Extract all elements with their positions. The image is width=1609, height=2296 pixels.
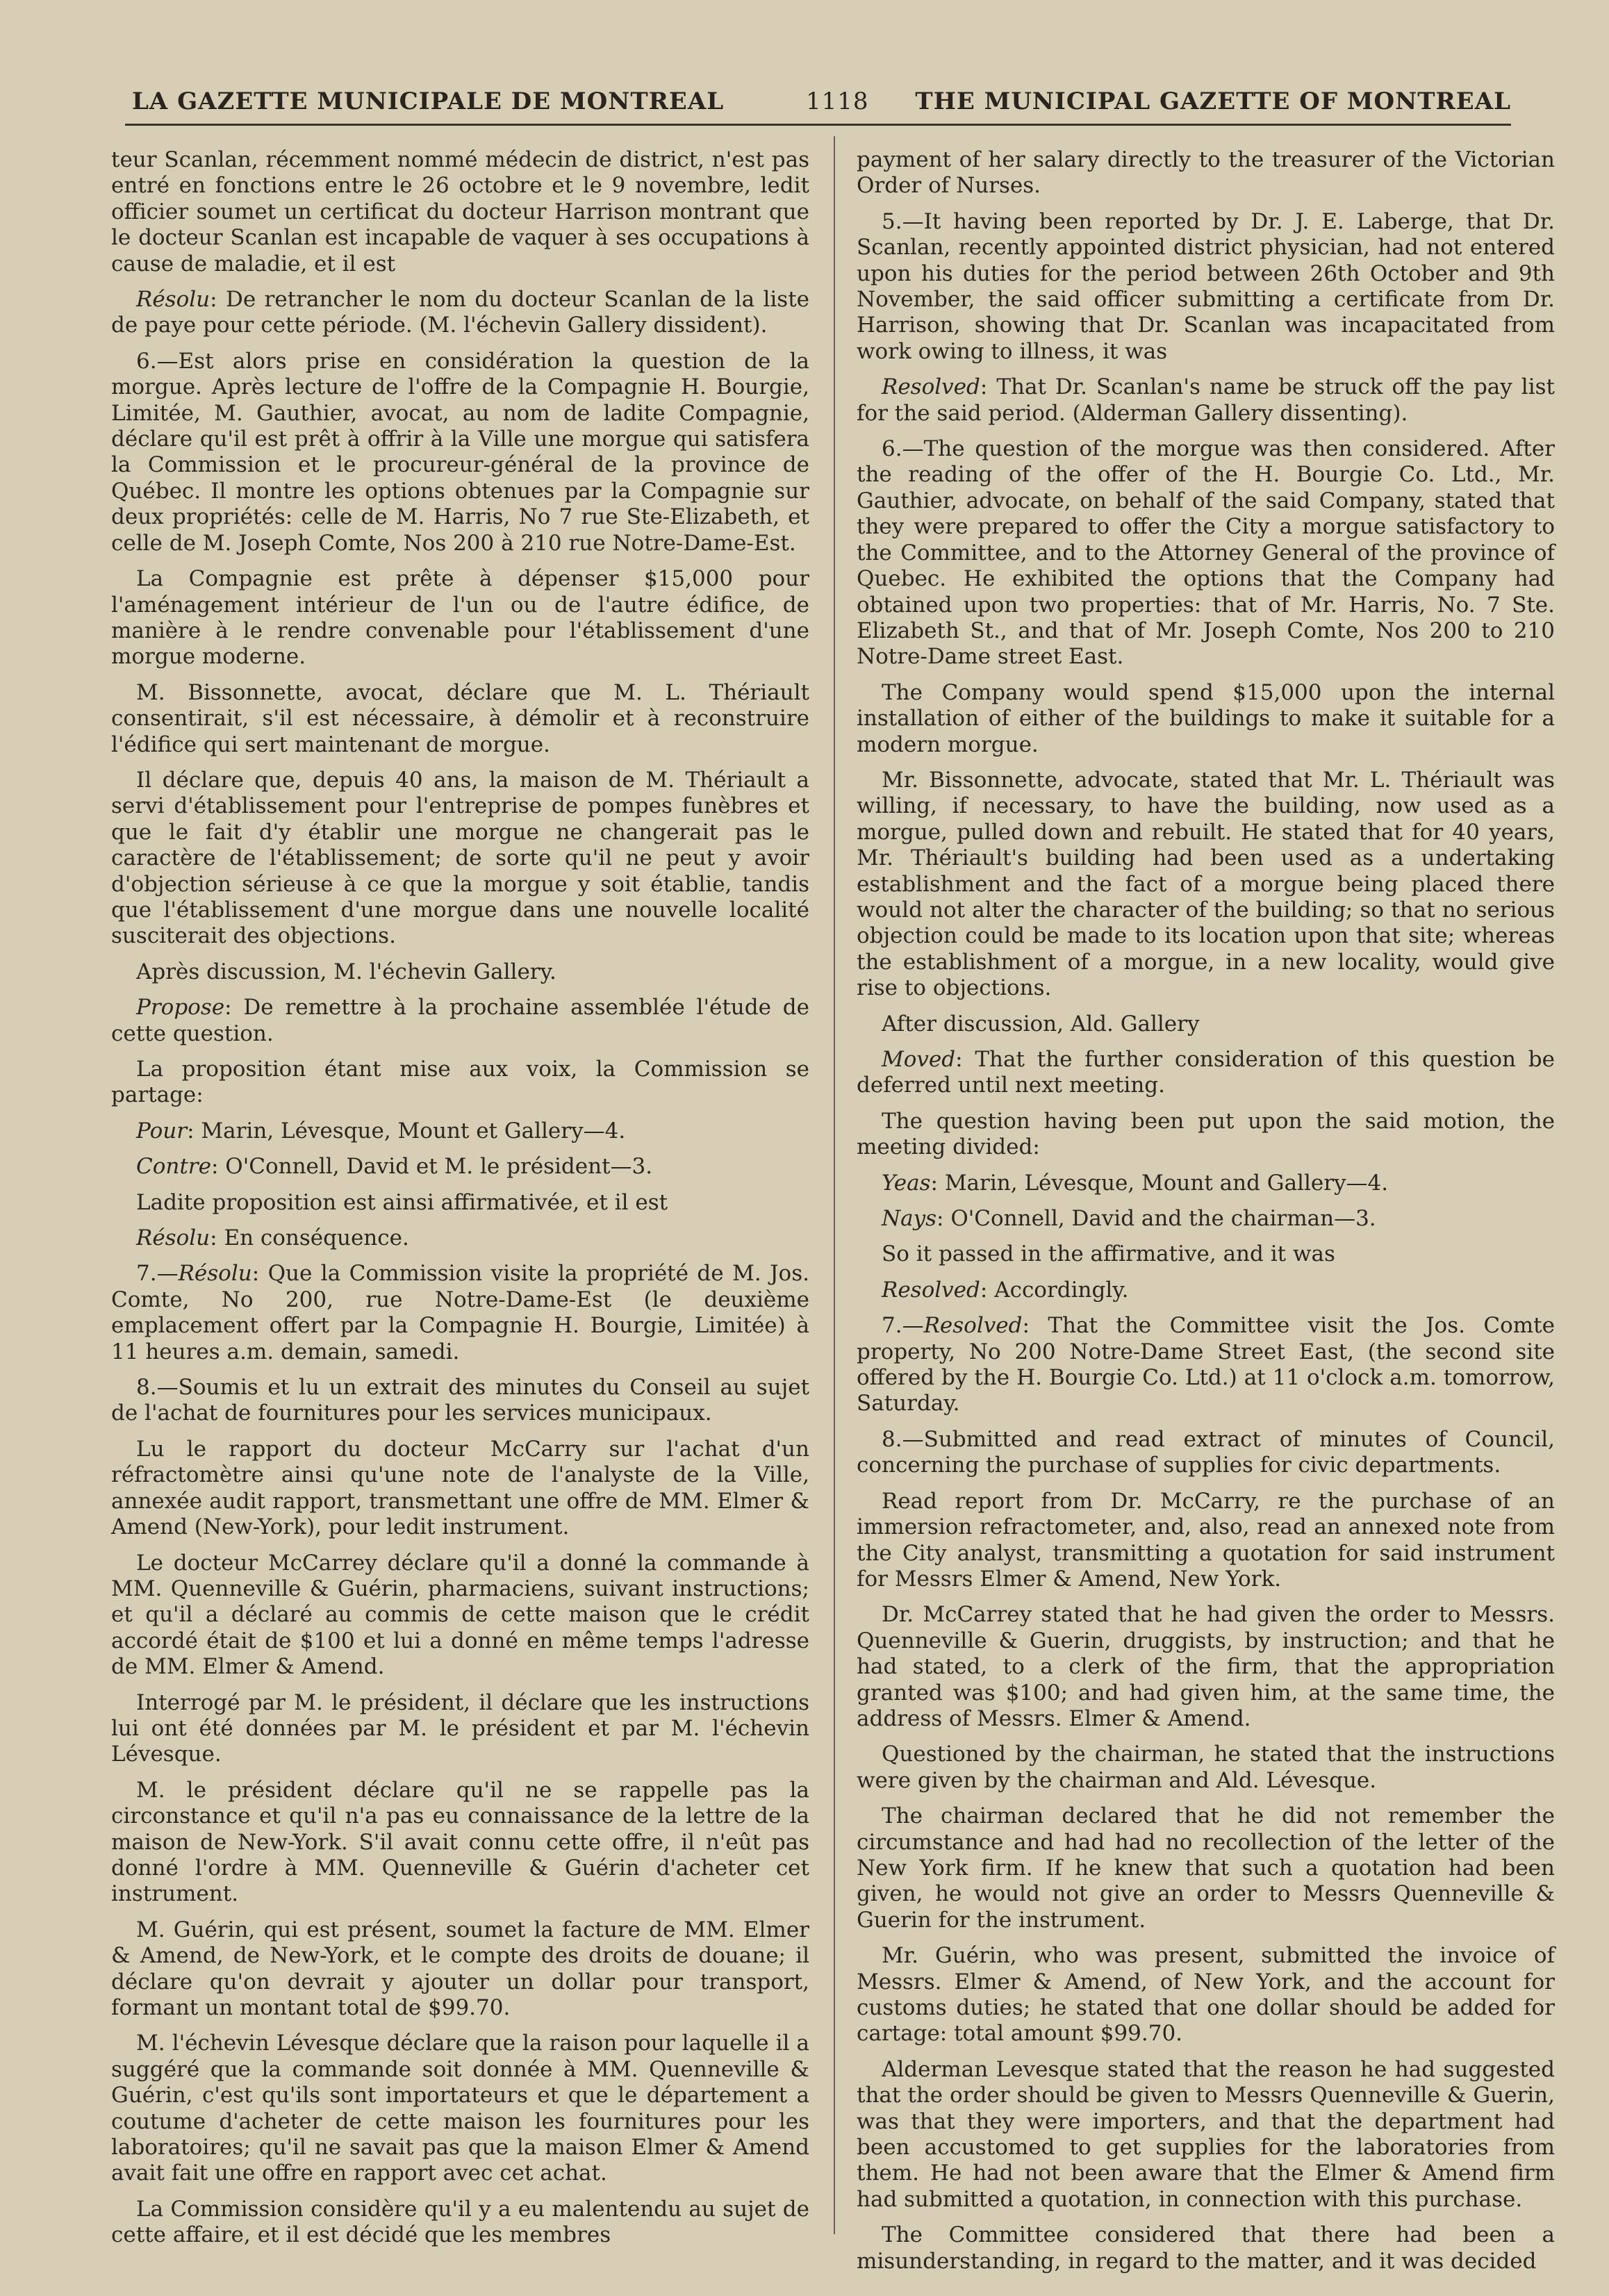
paragraph (111, 1778, 809, 1908)
paragraph (857, 374, 1555, 427)
paragraph (111, 959, 809, 985)
paragraph (111, 1190, 809, 1216)
paragraph-text: : Que la Commission visite la propriété de M. Jos. Comte, No 200, rue Notre-Dame-Est (le deuxième emplacement offert par la Compagnie H. Bourgie, Limitée) à 11 heures a.m. demain, samedi. (111, 1261, 809, 1364)
paragraph (111, 1154, 809, 1180)
paragraph (111, 1057, 809, 1109)
paragraph-text: After discussion, Ald. Gallery (882, 1011, 1200, 1036)
paragraph (111, 1917, 809, 2022)
paragraph (857, 1427, 1555, 1479)
paragraph (857, 1109, 1555, 1161)
paragraph (111, 1118, 809, 1144)
paragraph (857, 436, 1555, 670)
paragraph-text: 5.—It having been reported by Dr. J. E. Laberge, that Dr. Scanlan, recently appointed district physician, had not entered upon his duties for the period between 26th October and 9th November, the said officer submitting a certificate from Dr. Harrison, showing that Dr. Scanlan was incapacitated from work owing to illness, it was (857, 208, 1555, 364)
paragraph (111, 995, 809, 1047)
column-divider (834, 136, 835, 2234)
paragraph-lead: Resolved (882, 1277, 980, 1303)
paragraph-text: The question having been put upon the said motion, the meeting divided: (857, 1108, 1555, 1160)
paragraph (857, 1313, 1555, 1417)
header-rule (125, 124, 1511, 126)
paragraph-text: Dr. McCarrey stated that he had given the order to Messrs. Quenneville & Guerin, druggists, by instruction; and that he had stated, to a clerk of the firm, that the appropriation granted was $100; and had given him, at the same time, the address of Messrs. Elmer & Amend. (857, 1602, 1555, 1731)
paragraph (857, 1278, 1555, 1303)
paragraph (111, 1551, 809, 1680)
paragraph-lead: Resolved (882, 374, 980, 400)
paragraph-text: M. l'échevin Lévesque déclare que la raison pour laquelle il a suggéré que la commande soit donnée à MM. Quenneville & Guérin, c'est qu'ils sont importateurs et que le département a coutume d'acheter de cette maison les fournitures pour les laboratoires; qu'il ne savait pas que la maison Elmer & Amend avait fait une offre en rapport avec cet achat. (111, 2031, 809, 2186)
header-title-english: THE MUNICIPAL GAZETTE OF MONTREAL (915, 88, 1511, 115)
paragraph (111, 1690, 809, 1768)
paragraph-text: Mr. Bissonnette, advocate, stated that Mr. L. Thériault was willing, if necessary, to have the building, now used as a morgue, pulled down and rebuilt. He stated that for 40 years, Mr. Thériault's building had been used as a undertaking establishment and the fact of a morgue being placed there would not alter the character of the building; so that no serious objection could be made to its location upon that site; whereas the establishment of a morgue, in a new locality, would give rise to objections. (857, 767, 1555, 1001)
paragraph (857, 1489, 1555, 1593)
paragraph-text: : De retrancher le nom du docteur Scanlan de la liste de paye pour cette période. (M. l'échevin Gallery dissident). (111, 287, 809, 338)
paragraph (111, 1375, 809, 1427)
paragraph-text: Alderman Levesque stated that the reason he had suggested that the order should be given to Messrs Quenneville & Guerin, was that they were importers, and that the department had been accustomed to get supplies for the laboratories from them. He had not been aware that the Elmer & Amend firm had submitted a quotation, in connection with this purchase. (857, 2056, 1555, 2212)
paragraph-text: 6.—Est alors prise en considération la question de la morgue. Après lecture de l'offre de la Compagnie H. Bourgie, Limitée, M. Gauthier, avocat, au nom de ladite Compagnie, déclare qu'il est prêt à offrir à la Ville une morgue qui satisfera la Commission et le procureur-général de la province de Québec. Il montre les options obtenues par la Compagnie sur deux propriétés: celle de M. Harris, No 7 rue Ste-Elizabeth, et celle de M. Joseph Comte, Nos 200 à 210 rue Notre-Dame-Est. (111, 348, 809, 556)
paragraph-text: : That Dr. Scanlan's name be struck off the pay list for the said period. (Alderman Gallery dissenting). (857, 374, 1555, 426)
paragraph (111, 1261, 809, 1365)
paragraph-lead: Yeas (882, 1170, 931, 1196)
paragraph (857, 1171, 1555, 1196)
paragraph-text: Ladite proposition est ainsi affirmativée, et il est (136, 1189, 668, 1215)
paragraph-text: Read report from Dr. McCarry, re the purchase of an immersion refractometer, and, also, read an annexed note from the City analyst, transmitting a quotation for said instrument for Messrs Elmer & Amend, New York. (857, 1488, 1555, 1592)
paragraph (111, 680, 809, 758)
paragraph-lead: Resolved (923, 1313, 1023, 1339)
paragraph-text: La Compagnie est prête à dépenser $15,000 pour l'aménagement intérieur de l'un ou de l'autre édifice, de manière à le rendre convenable pour l'établissement d'une morgue moderne. (111, 566, 809, 670)
paragraph (111, 287, 809, 339)
header-title-french: LA GAZETTE MUNICIPALE DE MONTREAL (132, 88, 725, 115)
paragraph-text: : En conséquence. (210, 1225, 409, 1251)
paragraph-text: Interrogé par M. le président, il déclare que les instructions lui ont été données par M. le président et par M. l'échevin Lévesque. (111, 1690, 809, 1767)
paragraph-number: 7.— (882, 1313, 924, 1339)
paragraph-text: : Accordingly. (980, 1277, 1129, 1303)
paragraph-lead: Contre (136, 1154, 211, 1180)
paragraph-text: Questioned by the chairman, he stated that the instructions were given by the chairman and Ald. Lévesque. (857, 1742, 1555, 1793)
paragraph-text: M. le président déclare qu'il ne se rappelle pas la circonstance et qu'il n'a pas eu connaissance de la lettre de la maison de New-York. S'il avait connu cette offre, il n'eût pas donné l'ordre à MM. Quenneville & Guérin d'acheter cet instrument. (111, 1777, 809, 1907)
paragraph-text: M. Guérin, qui est présent, soumet la facture de MM. Elmer & Amend, de New-York, et le compte des droits de douane; il déclare qu'on devrait y ajouter un dollar pour transport, formant un montant total de $99.70. (111, 1917, 809, 2020)
paragraph (111, 1225, 809, 1251)
paragraph-lead: Résolu (178, 1261, 252, 1287)
paragraph-text: : De remettre à la prochaine assemblée l'étude de cette question. (111, 995, 809, 1046)
paragraph-text: : That the Committee visit the Jos. Comte property, No 200 Notre-Dame Street East, (the second site offered by the H. Bourgie Co. Ltd.) at 11 o'clock a.m. tomorrow, Saturday. (857, 1313, 1555, 1417)
paragraph-text: Il déclare que, depuis 40 ans, la maison de M. Thériault a servi d'établissement pour l'entreprise de pompes funèbres et que le fait d'y établir une morgue ne changerait pas le caractère de l'établissement; de sorte qu'il ne peut y avoir d'objection sérieuse à ce que la morgue y soit établie, tandis que l'établissement d'une morgue dans une nouvelle localité susciterait des objections. (111, 767, 809, 949)
paragraph (111, 2031, 809, 2186)
paragraph-lead: Moved (882, 1047, 956, 1072)
paragraph (111, 147, 809, 277)
paragraph-lead: Nays (882, 1206, 937, 1232)
paragraph (111, 768, 809, 950)
paragraph-text: 8.—Submitted and read extract of minutes of Council, concerning the purchase of supplies for civic departments. (857, 1426, 1555, 1478)
paragraph (857, 209, 1555, 365)
paragraph (857, 1803, 1555, 1933)
paragraph (857, 1742, 1555, 1794)
paragraph (111, 1437, 809, 1541)
paragraph-lead: Résolu (136, 287, 211, 313)
paragraph-text: : O'Connell, David et M. le président—3. (211, 1154, 653, 1180)
paragraph-text: The chairman declared that he did not remember the circumstance and had had no recollection of the letter of the New York firm. If he knew that such a quotation had been given, he would not give an order to Messrs Quenneville & Guerin for the instrument. (857, 1803, 1555, 1933)
paragraph (857, 1206, 1555, 1232)
paragraph-text: 8.—Soumis et lu un extrait des minutes du Conseil au sujet de l'achat de fournitures pour les services municipaux. (111, 1375, 809, 1426)
paragraph-text: Lu le rapport du docteur McCarry sur l'achat d'un réfractomètre ainsi qu'une note de l'analyste de la Ville, annexée audit rapport, transmettant une offre de MM. Elmer & Amend (New-York), pour ledit instrument. (111, 1436, 809, 1540)
paragraph-text: : That the further consideration of this question be deferred until next meeting. (857, 1047, 1555, 1098)
paragraph-text: The Company would spend $15,000 upon the internal installation of either of the buildings to make it suitable for a modern morgue. (857, 679, 1555, 757)
page-header (129, 82, 1511, 124)
paragraph-text: Le docteur McCarrey déclare qu'il a donné la commande à MM. Quenneville & Guérin, pharmaciens, suivant instructions; et qu'il a déclaré au commis de cette maison que le crédit accordé était de $100 et lui a donné en même temps l'adresse de MM. Elmer & Amend. (111, 1550, 809, 1680)
paragraph (857, 768, 1555, 1002)
paragraph (857, 2222, 1555, 2274)
paragraph-text: teur Scanlan, récemment nommé médecin de district, n'est pas entré en fonctions entre le 26 octobre et le 9 novembre, ledit officier soumet un certificat du docteur Harrison montrant que le docteur Scanlan est incapable de vaquer à ses occupations à cause de maladie, et il est (111, 147, 809, 276)
paragraph-text: La Commission considère qu'il y a eu malentendu au sujet de cette affaire, et il est décidé que les membres (111, 2196, 809, 2248)
paragraph-text: Après discussion, M. l'échevin Gallery. (136, 959, 556, 984)
paragraph (857, 1943, 1555, 2047)
paragraph (857, 1011, 1555, 1037)
paragraph-text: 6.—The question of the morgue was then considered. After the reading of the offer of the H. Bourgie Co. Ltd., Mr. Gauthier, advocate, on behalf of the said Company, stated that they were prepared to offer the City a morgue satisfactory to the Committee, and to the Attorney General of the province of Quebec. He exhibited the options that the Company had obtained upon two properties: that of Mr. Harris, No. 7 Ste. Elizabeth St., and that of Mr. Joseph Comte, Nos 200 to 210 Notre-Dame street East. (857, 436, 1555, 670)
paragraph (857, 147, 1555, 199)
paragraph-text: : O'Connell, David and the chairman—3. (936, 1206, 1376, 1232)
paragraph-text: La proposition étant mise aux voix, la Commission se partage: (111, 1057, 809, 1108)
paragraph-text: M. Bissonnette, avocat, déclare que M. L. Thériault consentirait, s'il est nécessaire, à démolir et à reconstruire l'édifice qui sert maintenant de morgue. (111, 679, 809, 757)
paragraph (111, 566, 809, 670)
paragraph (857, 1602, 1555, 1732)
paragraph-text: So it passed in the affirmative, and it was (882, 1241, 1335, 1267)
paragraph (857, 2057, 1555, 2213)
paragraph-lead: Propose (136, 995, 225, 1021)
french-column (111, 147, 809, 2258)
paragraph-text: The Committee considered that there had been a misunderstanding, in regard to the matter, and it was decided (857, 2222, 1555, 2274)
paragraph-text: Mr. Guérin, who was present, submitted the invoice of Messrs. Elmer & Amend, of New York, and the account for customs duties; he stated that one dollar should be added for cartage: total amount $99.70. (857, 1943, 1555, 2047)
paragraph-text: : Marin, Lévesque, Mount and Gallery—4. (930, 1170, 1389, 1196)
paragraph (857, 1241, 1555, 1267)
paragraph (857, 680, 1555, 758)
paragraph-number: 7.— (136, 1261, 179, 1287)
paragraph (111, 349, 809, 556)
english-column (857, 147, 1555, 2284)
paragraph (111, 2197, 809, 2249)
page-number: 1118 (806, 88, 869, 115)
paragraph-lead: Pour (136, 1118, 188, 1143)
paragraph-lead: Résolu (136, 1225, 211, 1251)
paragraph (857, 1047, 1555, 1099)
paragraph-text: : Marin, Lévesque, Mount et Gallery—4. (187, 1118, 626, 1143)
paragraph-text: payment of her salary directly to the treasurer of the Victorian Order of Nurses. (857, 147, 1555, 199)
